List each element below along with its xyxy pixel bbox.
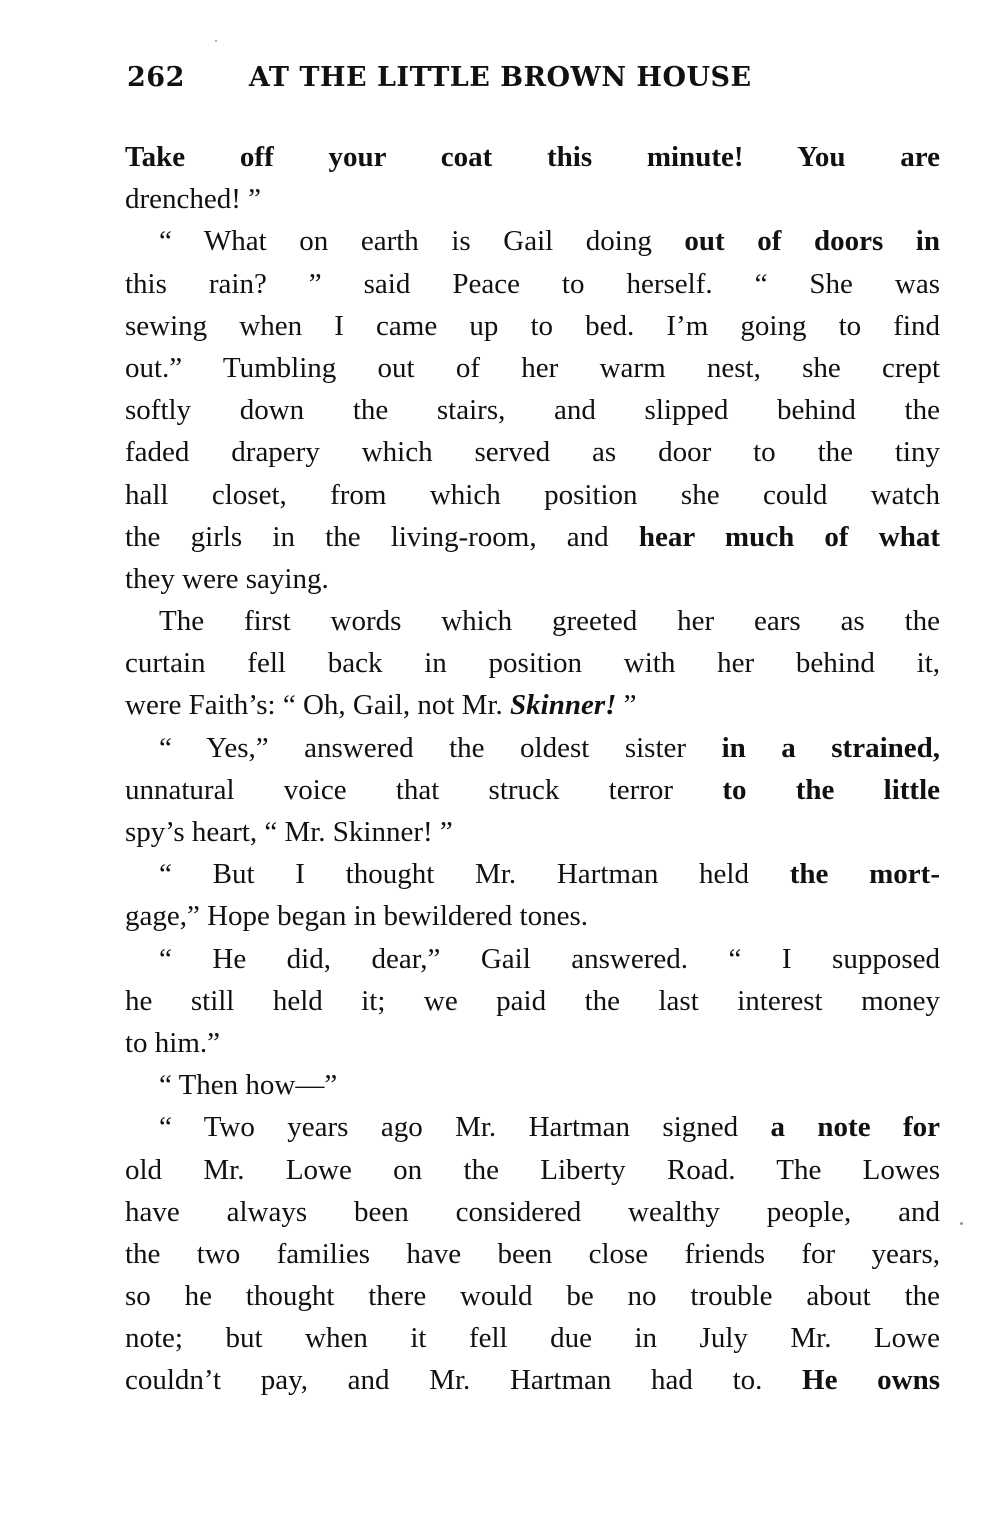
text-segment: were Faith’s: “ Oh, Gail, not Mr. xyxy=(125,689,511,722)
text-segment: gage,” Hope began in bewildered tones. xyxy=(125,900,589,933)
text-segment: He owns xyxy=(802,1364,940,1397)
text-segment: hall closet, from which position she could watch xyxy=(125,478,940,511)
text-line xyxy=(125,558,940,600)
text-line xyxy=(125,474,940,516)
text-segment: this rain? ” said Peace to herself. “ She was xyxy=(125,267,940,300)
text-segment: have always been considered wealthy people, and xyxy=(125,1195,940,1228)
text-line xyxy=(125,1359,940,1401)
text-line xyxy=(125,136,940,178)
body-text xyxy=(125,136,940,1402)
text-segment: hear much of what xyxy=(638,520,940,553)
text-segment: Skinner! xyxy=(510,689,617,722)
text-segment: couldn’t pay, and Mr. Hartman had to. xyxy=(125,1364,803,1397)
text-segment: he still held it; we paid the last interest money xyxy=(125,984,940,1017)
text-segment: the girls in the living-room, and xyxy=(125,520,639,553)
text-segment: “ Then how—” xyxy=(159,1069,338,1102)
text-segment: “ What on earth is Gail doing xyxy=(159,225,685,258)
text-line xyxy=(125,811,940,853)
text-segment: The first words which greeted her ears as the xyxy=(159,605,940,638)
text-line xyxy=(125,727,940,769)
text-line xyxy=(125,347,940,389)
text-segment: the two families have been close friends for years, xyxy=(125,1237,940,1270)
text-line xyxy=(125,431,940,473)
text-segment: out.” Tumbling out of her warm nest, she crept xyxy=(125,351,940,384)
text-line xyxy=(125,1064,940,1106)
text-segment: to the little xyxy=(722,773,940,806)
text-line xyxy=(125,1106,940,1148)
text-line xyxy=(125,1233,940,1275)
text-segment: drenched! ” xyxy=(125,183,262,216)
text-segment: so he thought there would be no trouble about the xyxy=(125,1280,940,1313)
text-line xyxy=(125,516,940,558)
text-line xyxy=(125,1022,940,1064)
text-segment: to him.” xyxy=(125,1026,221,1059)
text-segment: ” xyxy=(616,689,637,722)
text-segment: “ Yes,” answered the oldest sister xyxy=(159,731,722,764)
text-line xyxy=(125,895,940,937)
text-segment: sewing when I came up to bed. I’m going to find xyxy=(125,309,940,342)
text-segment: old Mr. Lowe on the Liberty Road. The Lowes xyxy=(125,1153,940,1186)
text-segment: unnatural voice that struck terror xyxy=(125,773,723,806)
text-segment: spy’s heart, “ Mr. Skinner! ” xyxy=(125,816,453,848)
text-segment: “ Two years ago Mr. Hartman signed xyxy=(159,1111,771,1144)
text-line xyxy=(125,684,940,726)
page-number: 262 xyxy=(127,62,185,93)
text-line xyxy=(125,1191,940,1233)
text-segment: a note for xyxy=(770,1111,940,1144)
scan-speck xyxy=(960,1222,963,1225)
text-segment: in a strained, xyxy=(721,731,940,764)
text-line xyxy=(125,642,940,684)
text-segment: softly down the stairs, and slipped behind the xyxy=(125,394,940,427)
text-line xyxy=(125,980,940,1022)
text-line xyxy=(125,1275,940,1317)
text-line xyxy=(125,1149,940,1191)
text-segment: “ But I thought Mr. Hartman held xyxy=(159,858,790,891)
text-segment: they were saying. xyxy=(125,562,329,595)
running-head: AT THE LITTLE BROWN HOUSE xyxy=(248,62,752,93)
page-header xyxy=(127,58,947,98)
text-line xyxy=(125,769,940,811)
text-line xyxy=(125,938,940,980)
text-segment: faded drapery which served as door to the tiny xyxy=(125,436,940,469)
text-line xyxy=(125,1317,940,1359)
text-line xyxy=(125,305,940,347)
text-line xyxy=(125,853,940,895)
text-line xyxy=(125,263,940,305)
text-segment: Take off your coat this minute! You are xyxy=(125,141,940,173)
text-segment: curtain fell back in position with her behind it, xyxy=(125,647,940,680)
text-line xyxy=(125,178,940,220)
text-segment: the mort- xyxy=(789,858,940,891)
text-segment: note; but when it fell due in July Mr. Lowe xyxy=(125,1322,940,1355)
text-segment: out of doors in xyxy=(684,225,940,258)
text-line xyxy=(125,600,940,642)
scan-speck xyxy=(215,40,217,42)
text-line xyxy=(125,389,940,431)
text-line xyxy=(125,220,940,262)
text-segment: “ He did, dear,” Gail answered. “ I supposed xyxy=(159,942,940,975)
